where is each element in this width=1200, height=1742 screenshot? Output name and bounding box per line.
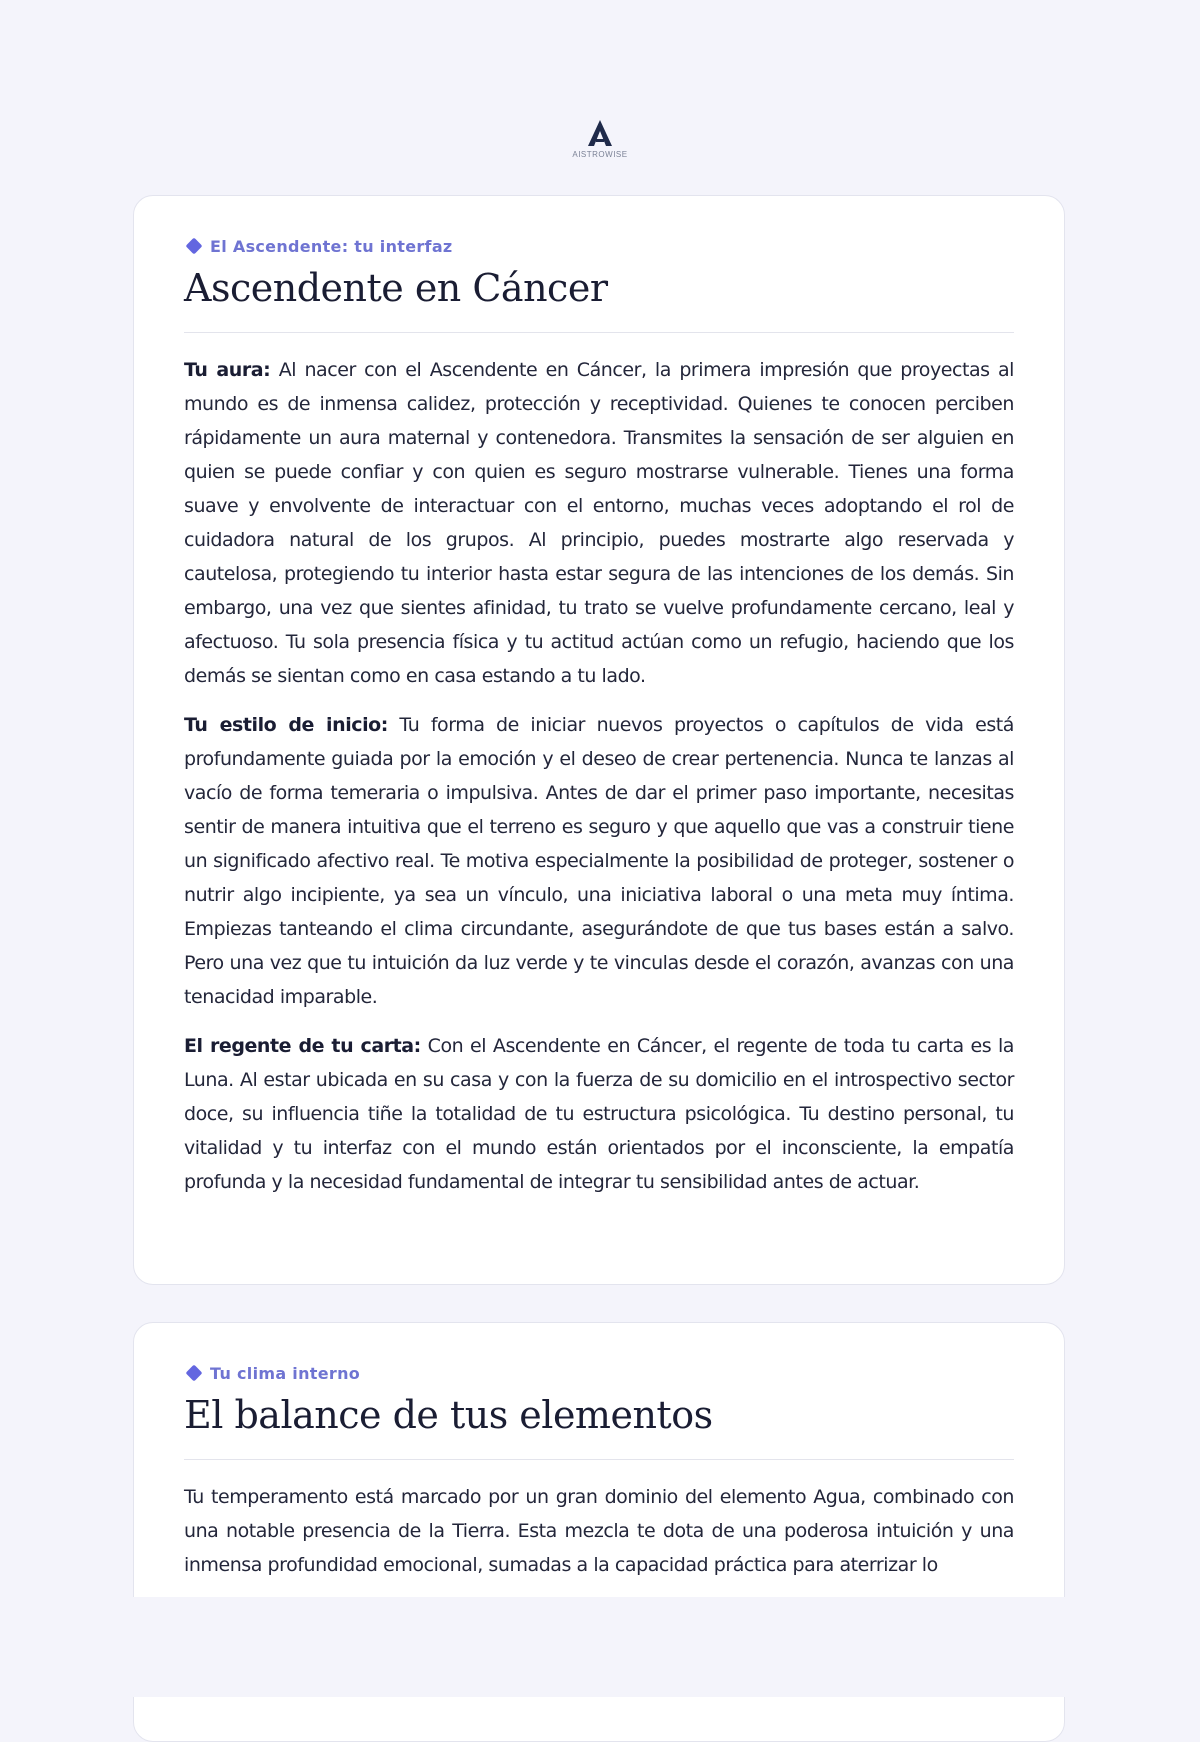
logo-a-icon	[584, 118, 616, 148]
section-title: Ascendente en Cáncer	[184, 266, 608, 310]
logo-text: AISTROWISE	[572, 150, 628, 159]
paragraph-lead: Tu estilo de inicio:	[184, 714, 388, 736]
paragraph-start-style	[184, 708, 1014, 1014]
paragraph-elements	[184, 1480, 1014, 1582]
section-divider	[184, 332, 1014, 333]
paragraph-chart-ruler	[184, 1029, 1014, 1199]
paragraph-text: Tu forma de iniciar nuevos proyectos o capítulos de vida está profundamente guiada por la emoción y el deseo de crear pertenencia. Nunca te lanzas al vacío de forma temeraria o impulsiva. Antes de dar el primer paso importante, necesitas sentir de manera intuitiva que el terreno es seguro y que aquello que vas a construir tiene un significado afectivo real. Te motiva especialmente la posibilidad de proteger, sostener o nutrir algo incipiente, ya sea un vínculo, una iniciativa laboral o una meta muy íntima. Empiezas tanteando el clima circundante, asegurándote de que tus bases están a salvo. Pero una vez que tu intuición da luz verde y te vinculas desde el corazón, avanzas con una tenacidad imparable.	[184, 714, 1014, 1008]
diamond-icon	[186, 1365, 203, 1382]
section-kicker-label: El Ascendente: tu interfaz	[210, 236, 453, 256]
section-ascendant-card	[133, 195, 1065, 1285]
paragraph-text: Tu temperamento está marcado por un gran dominio del elemento Agua, combinado con una notable presencia de la Tierra. Esta mezcla te dota de una poderosa intuición y una inmensa profundidad emocional, sumadas a la capacidad práctica para aterrizar lo	[184, 1486, 1014, 1576]
diamond-icon	[186, 238, 203, 255]
paragraph-lead: Tu aura:	[184, 359, 271, 381]
page-bottom-margin	[0, 1597, 1200, 1697]
paragraph-aura	[184, 353, 1014, 693]
section-kicker	[184, 236, 1014, 256]
brand-logo	[0, 118, 1200, 159]
section-kicker	[184, 1363, 1014, 1383]
section-title: El balance de tus elementos	[184, 1393, 713, 1437]
section-kicker-label: Tu clima interno	[210, 1363, 361, 1383]
paragraph-lead: El regente de tu carta:	[184, 1035, 421, 1057]
paragraph-text: Al nacer con el Ascendente en Cáncer, la primera impresión que proyectas al mundo es de inmensa calidez, protección y receptividad. Quienes te conocen perciben rápidamente un aura maternal y contenedora. Transmites la sensación de ser alguien en quien se puede confiar y con quien es seguro mostrarse vulnerable. Tienes una forma suave y envolvente de interactuar con el entorno, muchas veces adoptando el rol de cuidadora natural de los grupos. Al principio, puedes mostrarte algo reservada y cautelosa, protegiendo tu interior hasta estar segura de las intenciones de los demás. Sin embargo, una vez que sientes afinidad, tu trato se vuelve profundamente cercano, leal y afectuoso. Tu sola presencia física y tu actitud actúan como un refugio, haciendo que los demás se sientan como en casa estando a tu lado.	[184, 359, 1014, 687]
paragraph-text: Con el Ascendente en Cáncer, el regente de toda tu carta es la Luna. Al estar ubicada en su casa y con la fuerza de su domicilio en el introspectivo sector doce, su influencia tiñe la totalidad de tu estructura psicológica. Tu destino personal, tu vitalidad y tu interfaz con el mundo están orientados por el inconsciente, la empatía profunda y la necesidad fundamental de integrar tu sensibilidad antes de actuar.	[184, 1035, 1014, 1193]
section-divider	[184, 1459, 1014, 1460]
